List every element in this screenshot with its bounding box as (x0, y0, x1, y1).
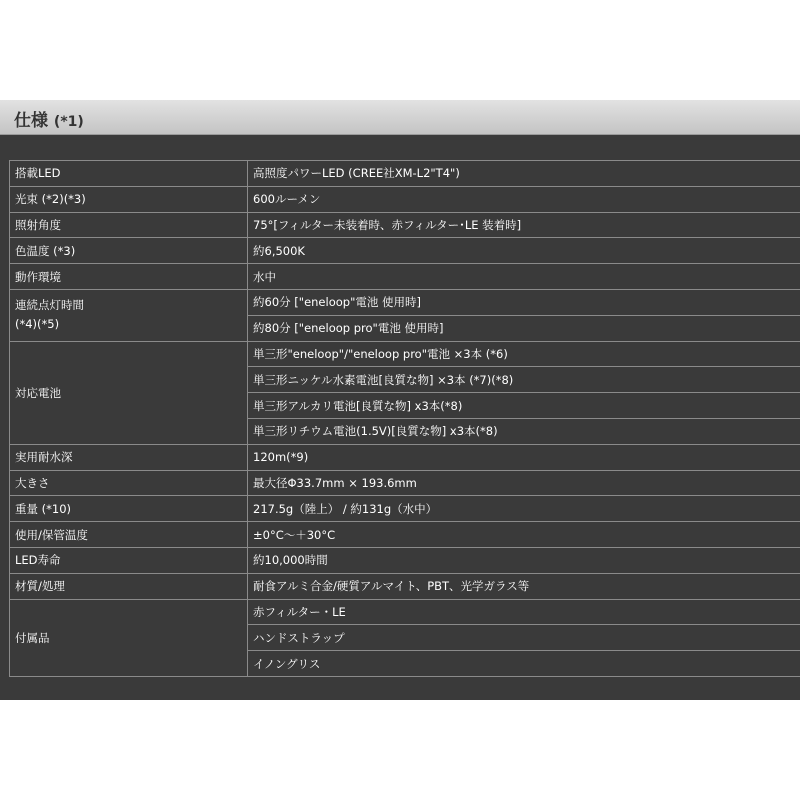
spec-label: LED寿命 (10, 547, 248, 573)
spec-label: 搭載LED (10, 161, 248, 187)
table-row (10, 573, 800, 599)
spec-value: 約6,500K (248, 238, 800, 264)
spec-value: 単三形アルカリ電池[良質な物] x3本(*8) (248, 393, 800, 419)
table-row (10, 341, 800, 367)
section-title-text: 仕様 (14, 111, 48, 131)
spec-value: 単三形"eneloop"/"eneloop pro"電池 ×3本 (*6) (248, 341, 800, 367)
table-row (10, 289, 800, 315)
spec-value: 高照度パワーLED (CREE社XM-L2"T4") (248, 161, 800, 187)
spec-value: 単三形リチウム電池(1.5V)[良質な物] x3本(*8) (248, 418, 800, 444)
table-row (10, 238, 800, 264)
spec-table (9, 160, 800, 677)
spec-label: 色温度 (*3) (10, 238, 248, 264)
spec-value: ハンドストラップ (248, 625, 800, 651)
table-row (10, 186, 800, 212)
spec-label-line: 連続点灯時間 (15, 298, 84, 313)
spec-label: 重量 (*10) (10, 496, 248, 522)
spec-value: 赤フィルター・LE (248, 599, 800, 625)
spec-label (10, 289, 248, 341)
spec-label: 大きさ (10, 470, 248, 496)
spec-value: 120m(*9) (248, 444, 800, 470)
spec-label: 対応電池 (10, 341, 248, 444)
spec-label: 動作環境 (10, 264, 248, 290)
spec-value: 217.5g（陸上） / 約131g（水中） (248, 496, 800, 522)
table-row (10, 522, 800, 548)
table-row (10, 212, 800, 238)
section-title-note: (*1) (53, 114, 84, 130)
spec-value: 約60分 ["eneloop"電池 使用時] (248, 289, 800, 315)
spec-value: イノングリス (248, 651, 800, 677)
spec-panel (0, 100, 800, 700)
table-row (10, 444, 800, 470)
spec-value: 耐食アルミ合金/硬質アルマイト、PBT、光学ガラス等 (248, 573, 800, 599)
table-row (10, 599, 800, 625)
spec-label-line: (*4)(*5) (15, 317, 60, 332)
spec-label: 照射角度 (10, 212, 248, 238)
spec-value: 約80分 ["eneloop pro"電池 使用時] (248, 315, 800, 341)
spec-label: 使用/保管温度 (10, 522, 248, 548)
spec-label: 付属品 (10, 599, 248, 676)
spec-value: 約10,000時間 (248, 547, 800, 573)
spec-label: 光束 (*2)(*3) (10, 186, 248, 212)
table-row (10, 161, 800, 187)
spec-value: 水中 (248, 264, 800, 290)
section-header (0, 100, 800, 135)
spec-value: 単三形ニッケル水素電池[良質な物] ×3本 (*7)(*8) (248, 367, 800, 393)
spec-value: 75°[フィルター未装着時、赤フィルター･LE 装着時] (248, 212, 800, 238)
table-row (10, 496, 800, 522)
spec-value: ±0°C～＋30°C (248, 522, 800, 548)
section-title (14, 106, 84, 131)
table-row (10, 264, 800, 290)
spec-label: 実用耐水深 (10, 444, 248, 470)
table-row (10, 470, 800, 496)
spec-value: 最大径Φ33.7mm × 193.6mm (248, 470, 800, 496)
spec-value: 600ルーメン (248, 186, 800, 212)
table-row (10, 547, 800, 573)
spec-label: 材質/処理 (10, 573, 248, 599)
